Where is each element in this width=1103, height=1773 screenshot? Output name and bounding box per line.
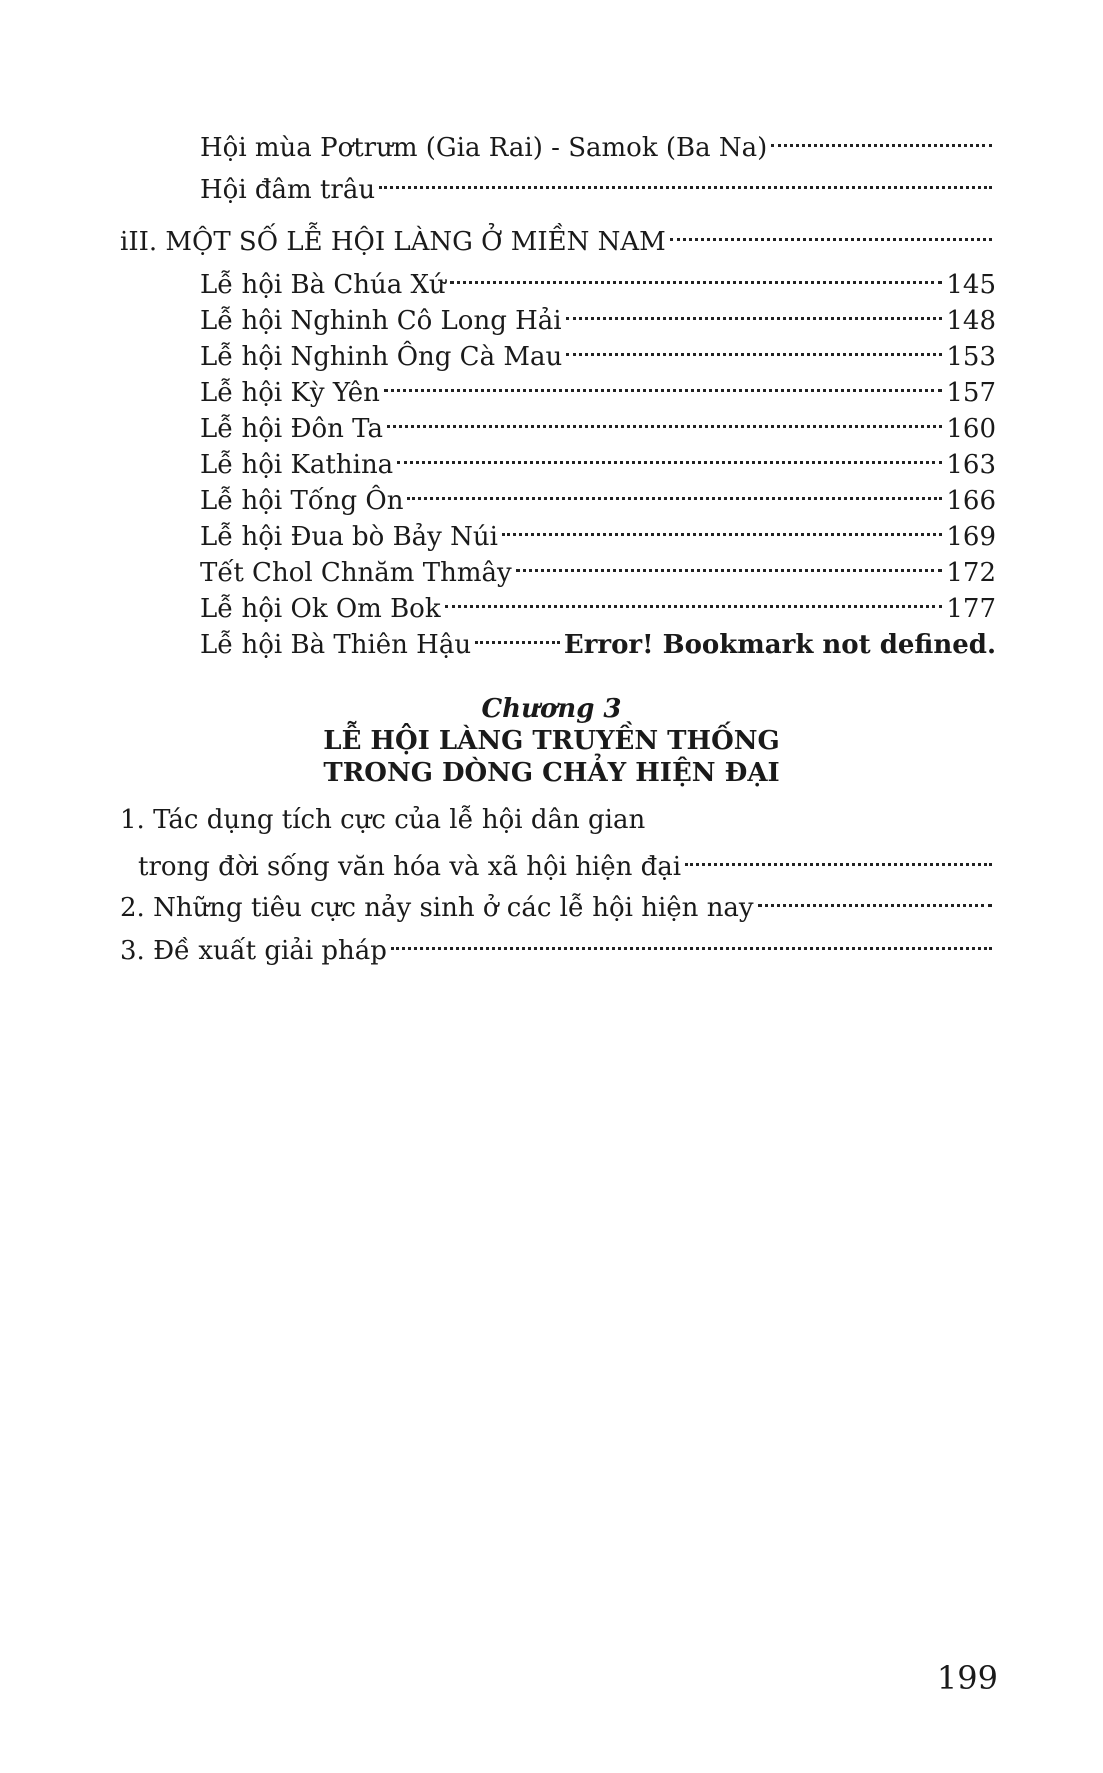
toc-entry[interactable]	[200, 259, 996, 300]
toc-entry-label: Lễ hội Nghinh Ông Cà Mau	[200, 342, 563, 372]
toc-leader-dots	[445, 583, 943, 617]
toc-leader-dots	[397, 439, 942, 473]
toc-entry-label: Lễ hội Kathina	[200, 450, 394, 480]
toc-section-heading[interactable]	[120, 216, 996, 257]
toc-entry[interactable]	[120, 925, 996, 966]
toc-entry-page: 169	[946, 522, 996, 552]
toc-leader-dots	[391, 925, 992, 959]
toc-entry-label: 3. Đề xuất giải pháp	[120, 936, 387, 966]
toc-entry-label: trong đời sống văn hóa và xã hội hiện đại	[138, 852, 682, 882]
toc-entry-label: Hội đâm trâu	[200, 175, 376, 205]
toc-entry-page: 160	[946, 414, 996, 444]
toc-entry-page-error: Error! Bookmark not defined.	[563, 630, 996, 660]
toc-leader-dots	[685, 841, 992, 875]
chapter-number: Chương 3	[481, 694, 622, 724]
toc-entry-label: Lễ hội Kỳ Yên	[200, 378, 380, 408]
toc-entry[interactable]	[200, 295, 996, 336]
toc-entry-label: Lễ hội Nghinh Cô Long Hải	[200, 306, 562, 336]
toc-entry[interactable]	[200, 475, 996, 516]
toc-entry-page: 145	[946, 270, 996, 300]
toc-entry-page: 148	[946, 306, 996, 336]
toc-leader-dots	[516, 547, 943, 581]
toc-entry[interactable]	[200, 403, 996, 444]
toc-leader-dots	[758, 882, 992, 916]
toc-entry[interactable]	[200, 331, 996, 372]
chapter-heading	[0, 693, 1103, 789]
toc-section-label: iII. MỘT SỐ LỄ HỘI LÀNG Ở MIỀN NAM	[120, 227, 666, 257]
toc-entry[interactable]	[200, 439, 996, 480]
toc-leader-dots	[387, 403, 942, 437]
toc-entry-label: Lễ hội Bà Chúa Xứ	[200, 270, 446, 300]
toc-entry[interactable]	[120, 882, 996, 923]
toc-leader-dots	[379, 164, 992, 198]
toc-entry-page: 166	[946, 486, 996, 516]
toc-leader-dots	[566, 295, 943, 329]
toc-entry-label: Lễ hội Đôn Ta	[200, 414, 383, 444]
toc-entry-page: 172	[946, 558, 996, 588]
toc-entry[interactable]	[200, 122, 996, 163]
toc-entry-page: 177	[946, 594, 996, 624]
toc-entry-label: 2. Những tiêu cực nảy sinh ở các lễ hội hiện nay	[120, 893, 754, 923]
chapter-title-line-1: LỄ HỘI LÀNG TRUYỀN THỐNG	[323, 726, 780, 756]
toc-leader-dots	[475, 619, 560, 653]
toc-entry[interactable]	[200, 367, 996, 408]
toc-entry[interactable]	[138, 841, 996, 882]
toc-entry-label: Lễ hội Bà Thiên Hậu	[200, 630, 472, 660]
toc-entry[interactable]	[200, 583, 996, 624]
toc-entry-page: 153	[946, 342, 996, 372]
toc-entry-label: Tết Chol Chnăm Thmây	[200, 558, 512, 588]
toc-entry-label: Lễ hội Tống Ôn	[200, 486, 404, 516]
toc-entry-label-line-1[interactable]: 1. Tác dụng tích cực của lễ hội dân gian	[120, 805, 646, 835]
toc-leader-dots	[502, 511, 942, 545]
toc-leader-dots	[407, 475, 942, 509]
toc-entry-label: Hội mùa Pơtrưm (Gia Rai) - Samok (Ba Na)	[200, 133, 768, 163]
toc-entry[interactable]	[200, 511, 996, 552]
toc-leader-dots	[566, 331, 942, 365]
toc-entry-label: Lễ hội Ok Om Bok	[200, 594, 441, 624]
toc-entry-page: 157	[946, 378, 996, 408]
toc-entry[interactable]	[200, 164, 996, 205]
page-number: 199	[936, 1659, 998, 1697]
toc-leader-dots	[670, 216, 992, 250]
toc-leader-dots	[450, 259, 943, 293]
toc-entry[interactable]	[200, 619, 996, 660]
toc-leader-dots	[771, 122, 992, 156]
chapter-title-line-2: TRONG DÒNG CHẢY HIỆN ĐẠI	[323, 758, 780, 788]
toc-entry[interactable]	[200, 547, 996, 588]
toc-leader-dots	[384, 367, 942, 401]
toc-entry-page: 163	[946, 450, 996, 480]
toc-entry-label: Lễ hội Đua bò Bảy Núi	[200, 522, 498, 552]
